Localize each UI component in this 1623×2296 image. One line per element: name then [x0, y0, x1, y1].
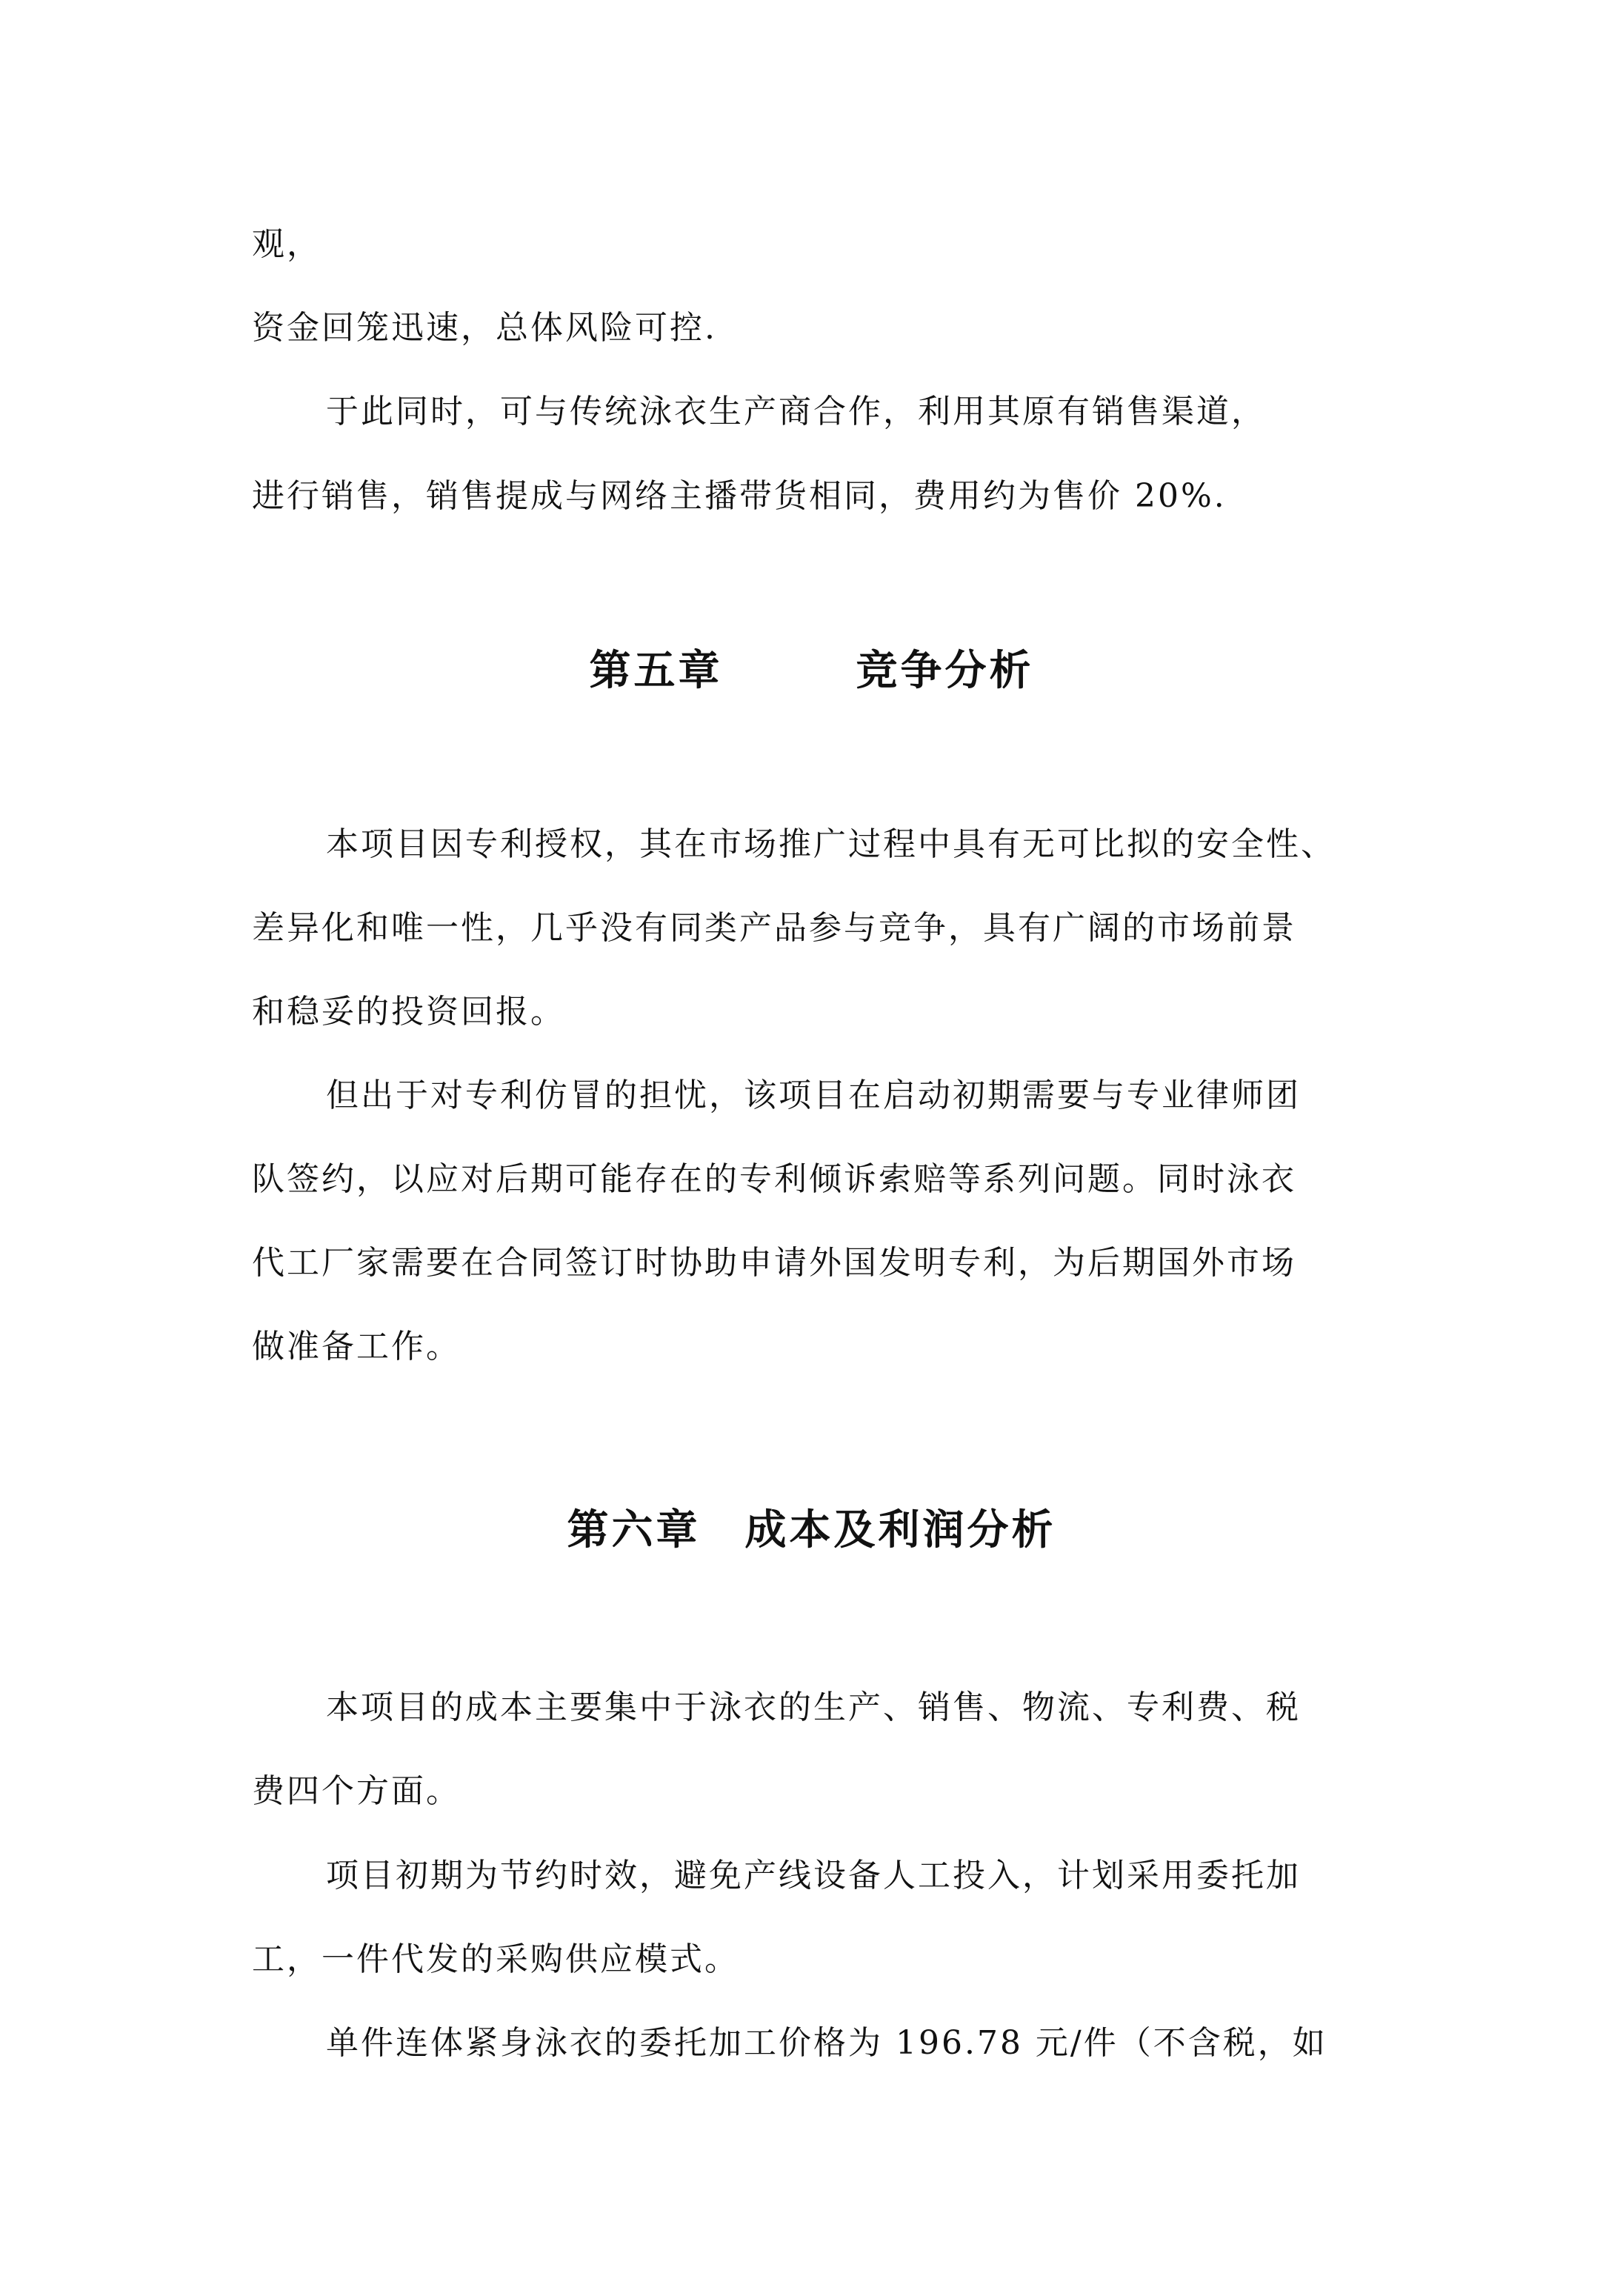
paragraph-line: 队签约，以应对后期可能存在的专利倾诉索赔等系列问题。同时泳衣 — [252, 1160, 1296, 1198]
text-line: 观， — [252, 225, 321, 263]
paragraph-line: 费四个方面。 — [252, 1772, 461, 1810]
paragraph-line: 单件连体紧身泳衣的委托加工价格为 196.78 元/件（不含税，如 — [326, 2024, 1327, 2062]
chapter-6-heading: 第六章 成本及利润分析 — [567, 1506, 1056, 1554]
paragraph-line: 项目初期为节约时效，避免产线设备人工投入，计划采用委托加 — [326, 1857, 1301, 1894]
chapter-5-heading: 第五章 竞争分析 — [589, 647, 1034, 695]
text-line: 于此同时，可与传统泳衣生产商合作，利用其原有销售渠道， — [326, 393, 1266, 430]
paragraph-line: 代工厂家需要在合同签订时协助申请外国发明专利，为后期国外市场 — [252, 1244, 1296, 1282]
text-line: 进行销售，销售提成与网络主播带货相同，费用约为售价 20%. — [252, 477, 1227, 515]
paragraph-line: 本项目因专利授权，其在市场推广过程中具有无可比拟的安全性、 — [326, 825, 1336, 863]
paragraph-line: 和稳妥的投资回报。 — [252, 993, 565, 1031]
paragraph-line: 但出于对专利仿冒的担忧，该项目在启动初期需要与专业律师团 — [326, 1077, 1301, 1114]
paragraph-line: 差异化和唯一性，几乎没有同类产品参与竞争，具有广阔的市场前景 — [252, 909, 1296, 947]
paragraph-line: 本项目的成本主要集中于泳衣的生产、销售、物流、专利费、税 — [326, 1688, 1301, 1726]
text-line: 资金回笼迅速，总体风险可控. — [252, 309, 717, 347]
paragraph-line: 工，一件代发的采购供应模式。 — [252, 1940, 739, 1978]
paragraph-line: 做准备工作。 — [252, 1328, 461, 1365]
